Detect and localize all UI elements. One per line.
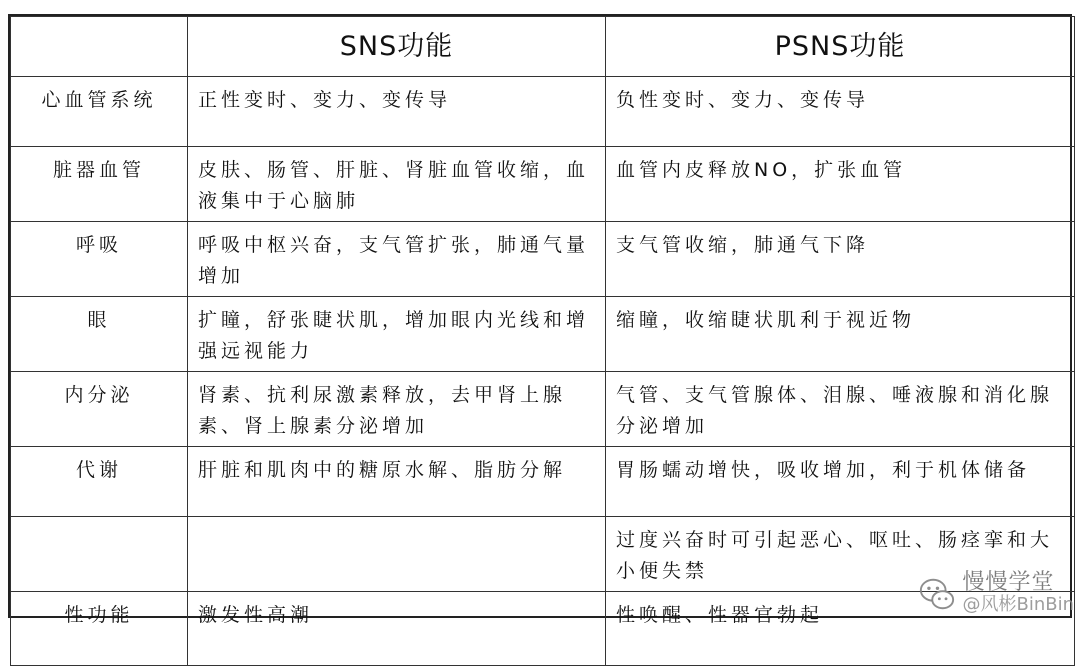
header-corner-cell <box>11 17 188 77</box>
sns-cell: 呼吸中枢兴奋，支气管扩张，肺通气量增加 <box>188 222 606 297</box>
sns-psns-comparison-table <box>10 16 1075 666</box>
row-label: 内分泌 <box>11 372 188 447</box>
table-row <box>11 447 1075 517</box>
row-label: 心血管系统 <box>11 77 188 147</box>
table-row <box>11 517 1075 592</box>
sns-cell: 激发性高潮 <box>188 592 606 666</box>
psns-cell: 胃肠蠕动增快，吸收增加，利于机体储备 <box>606 447 1075 517</box>
row-label: 呼吸 <box>11 222 188 297</box>
psns-cell: 支气管收缩，肺通气下降 <box>606 222 1075 297</box>
wechat-icon <box>918 575 956 613</box>
sns-cell <box>188 517 606 592</box>
table-row <box>11 147 1075 222</box>
sns-cell: 肝脏和肌肉中的糖原水解、脂肪分解 <box>188 447 606 517</box>
watermark-handle: @风彬BinBin <box>962 594 1074 615</box>
table-header-row <box>11 17 1075 77</box>
header-psns: PSNS功能 <box>606 17 1075 77</box>
row-label: 性功能 <box>11 592 188 666</box>
comparison-table-frame <box>8 14 1072 626</box>
sns-cell: 正性变时、变力、变传导 <box>188 77 606 147</box>
row-label: 脏器血管 <box>11 147 188 222</box>
table-row <box>11 297 1075 372</box>
table-row <box>11 222 1075 297</box>
psns-cell: 过度兴奋时可引起恶心、呕吐、肠痉挛和大小便失禁 <box>606 517 1075 592</box>
row-label <box>11 517 188 592</box>
psns-cell: 缩瞳，收缩睫状肌利于视近物 <box>606 297 1075 372</box>
watermark <box>918 572 1074 616</box>
psns-cell: 血管内皮释放NO，扩张血管 <box>606 147 1075 222</box>
psns-cell: 气管、支气管腺体、泪腺、唾液腺和消化腺分泌增加 <box>606 372 1075 447</box>
table-row <box>11 592 1075 666</box>
row-label: 眼 <box>11 297 188 372</box>
header-sns: SNS功能 <box>188 17 606 77</box>
psns-cell: 负性变时、变力、变传导 <box>606 77 1075 147</box>
sns-cell: 肾素、抗利尿激素释放，去甲肾上腺素、肾上腺素分泌增加 <box>188 372 606 447</box>
psns-cell: 性唤醒、性器官勃起 <box>606 592 1075 666</box>
watermark-text <box>962 572 1074 616</box>
table-row <box>11 77 1075 147</box>
row-label: 代谢 <box>11 447 188 517</box>
sns-cell: 皮肤、肠管、肝脏、肾脏血管收缩，血液集中于心脑肺 <box>188 147 606 222</box>
sns-cell: 扩瞳，舒张睫状肌，增加眼内光线和增强远视能力 <box>188 297 606 372</box>
watermark-title: 慢慢学堂 <box>962 570 1055 595</box>
table-row <box>11 372 1075 447</box>
